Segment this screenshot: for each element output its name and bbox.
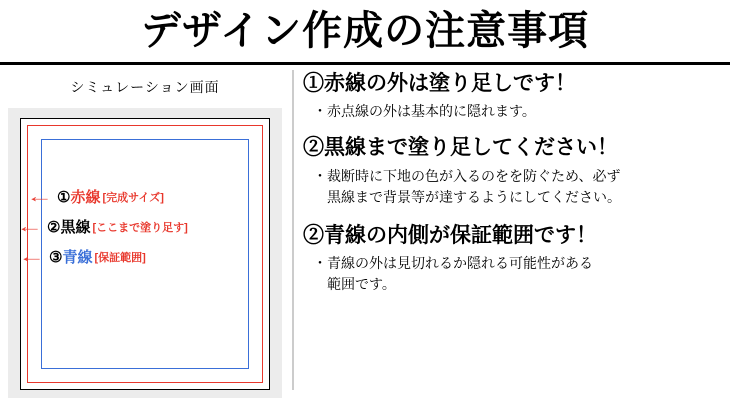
vertical-divider (292, 70, 294, 390)
callout-keyword: 黒線 (60, 219, 91, 236)
instruction-section-2 (303, 134, 723, 207)
body-line: 範囲です。 (327, 276, 396, 293)
instruction-section-3 (303, 222, 723, 295)
arrow-left-icon: ← (16, 217, 44, 236)
callout-number: ③ (49, 248, 63, 266)
section-heading: ②青線の内側が保証範囲です！ (303, 223, 597, 247)
simulation-caption: シミュレーション画面 (70, 79, 220, 95)
callout-number: ② (47, 218, 61, 236)
body-line: 黒線まで背景等が達するようにしてください。 (327, 188, 621, 205)
instruction-section-1 (303, 70, 723, 122)
simulation-panel (0, 65, 290, 400)
section-heading: ①赤線の外は塗り足しです！ (303, 72, 576, 95)
callout-black-line (16, 216, 188, 237)
callout-keyword: 青線 (62, 249, 93, 266)
page-header (0, 0, 730, 62)
callout-red-line (26, 186, 164, 207)
section-body (313, 166, 723, 208)
callout-keyword: 赤線 (70, 189, 101, 206)
callout-number: ① (57, 188, 71, 206)
page-title: デザイン作成の注意事項 (140, 9, 590, 53)
body-line: ・赤点線の外は基本的に隠れます。 (313, 103, 536, 120)
callout-note: [保証範囲] (94, 251, 146, 264)
arrow-left-icon: ← (26, 187, 54, 206)
section-body (313, 101, 723, 122)
simulation-canvas (8, 108, 282, 398)
section-heading: ②黒線まで塗り足してください！ (303, 136, 618, 160)
body-line: ・裁断時に下地の色が入るのをを防ぐため、必ず (313, 167, 621, 184)
section-body (313, 253, 723, 295)
callout-note: [完成サイズ] (102, 191, 164, 204)
callout-note: [ここまで塗り足す] (92, 221, 188, 234)
instructions-list (303, 70, 723, 301)
arrow-left-icon: ← (18, 247, 46, 266)
body-line: ・青線の外は見切れるか隠れる可能性がある (313, 255, 593, 272)
callout-blue-line (18, 246, 146, 267)
